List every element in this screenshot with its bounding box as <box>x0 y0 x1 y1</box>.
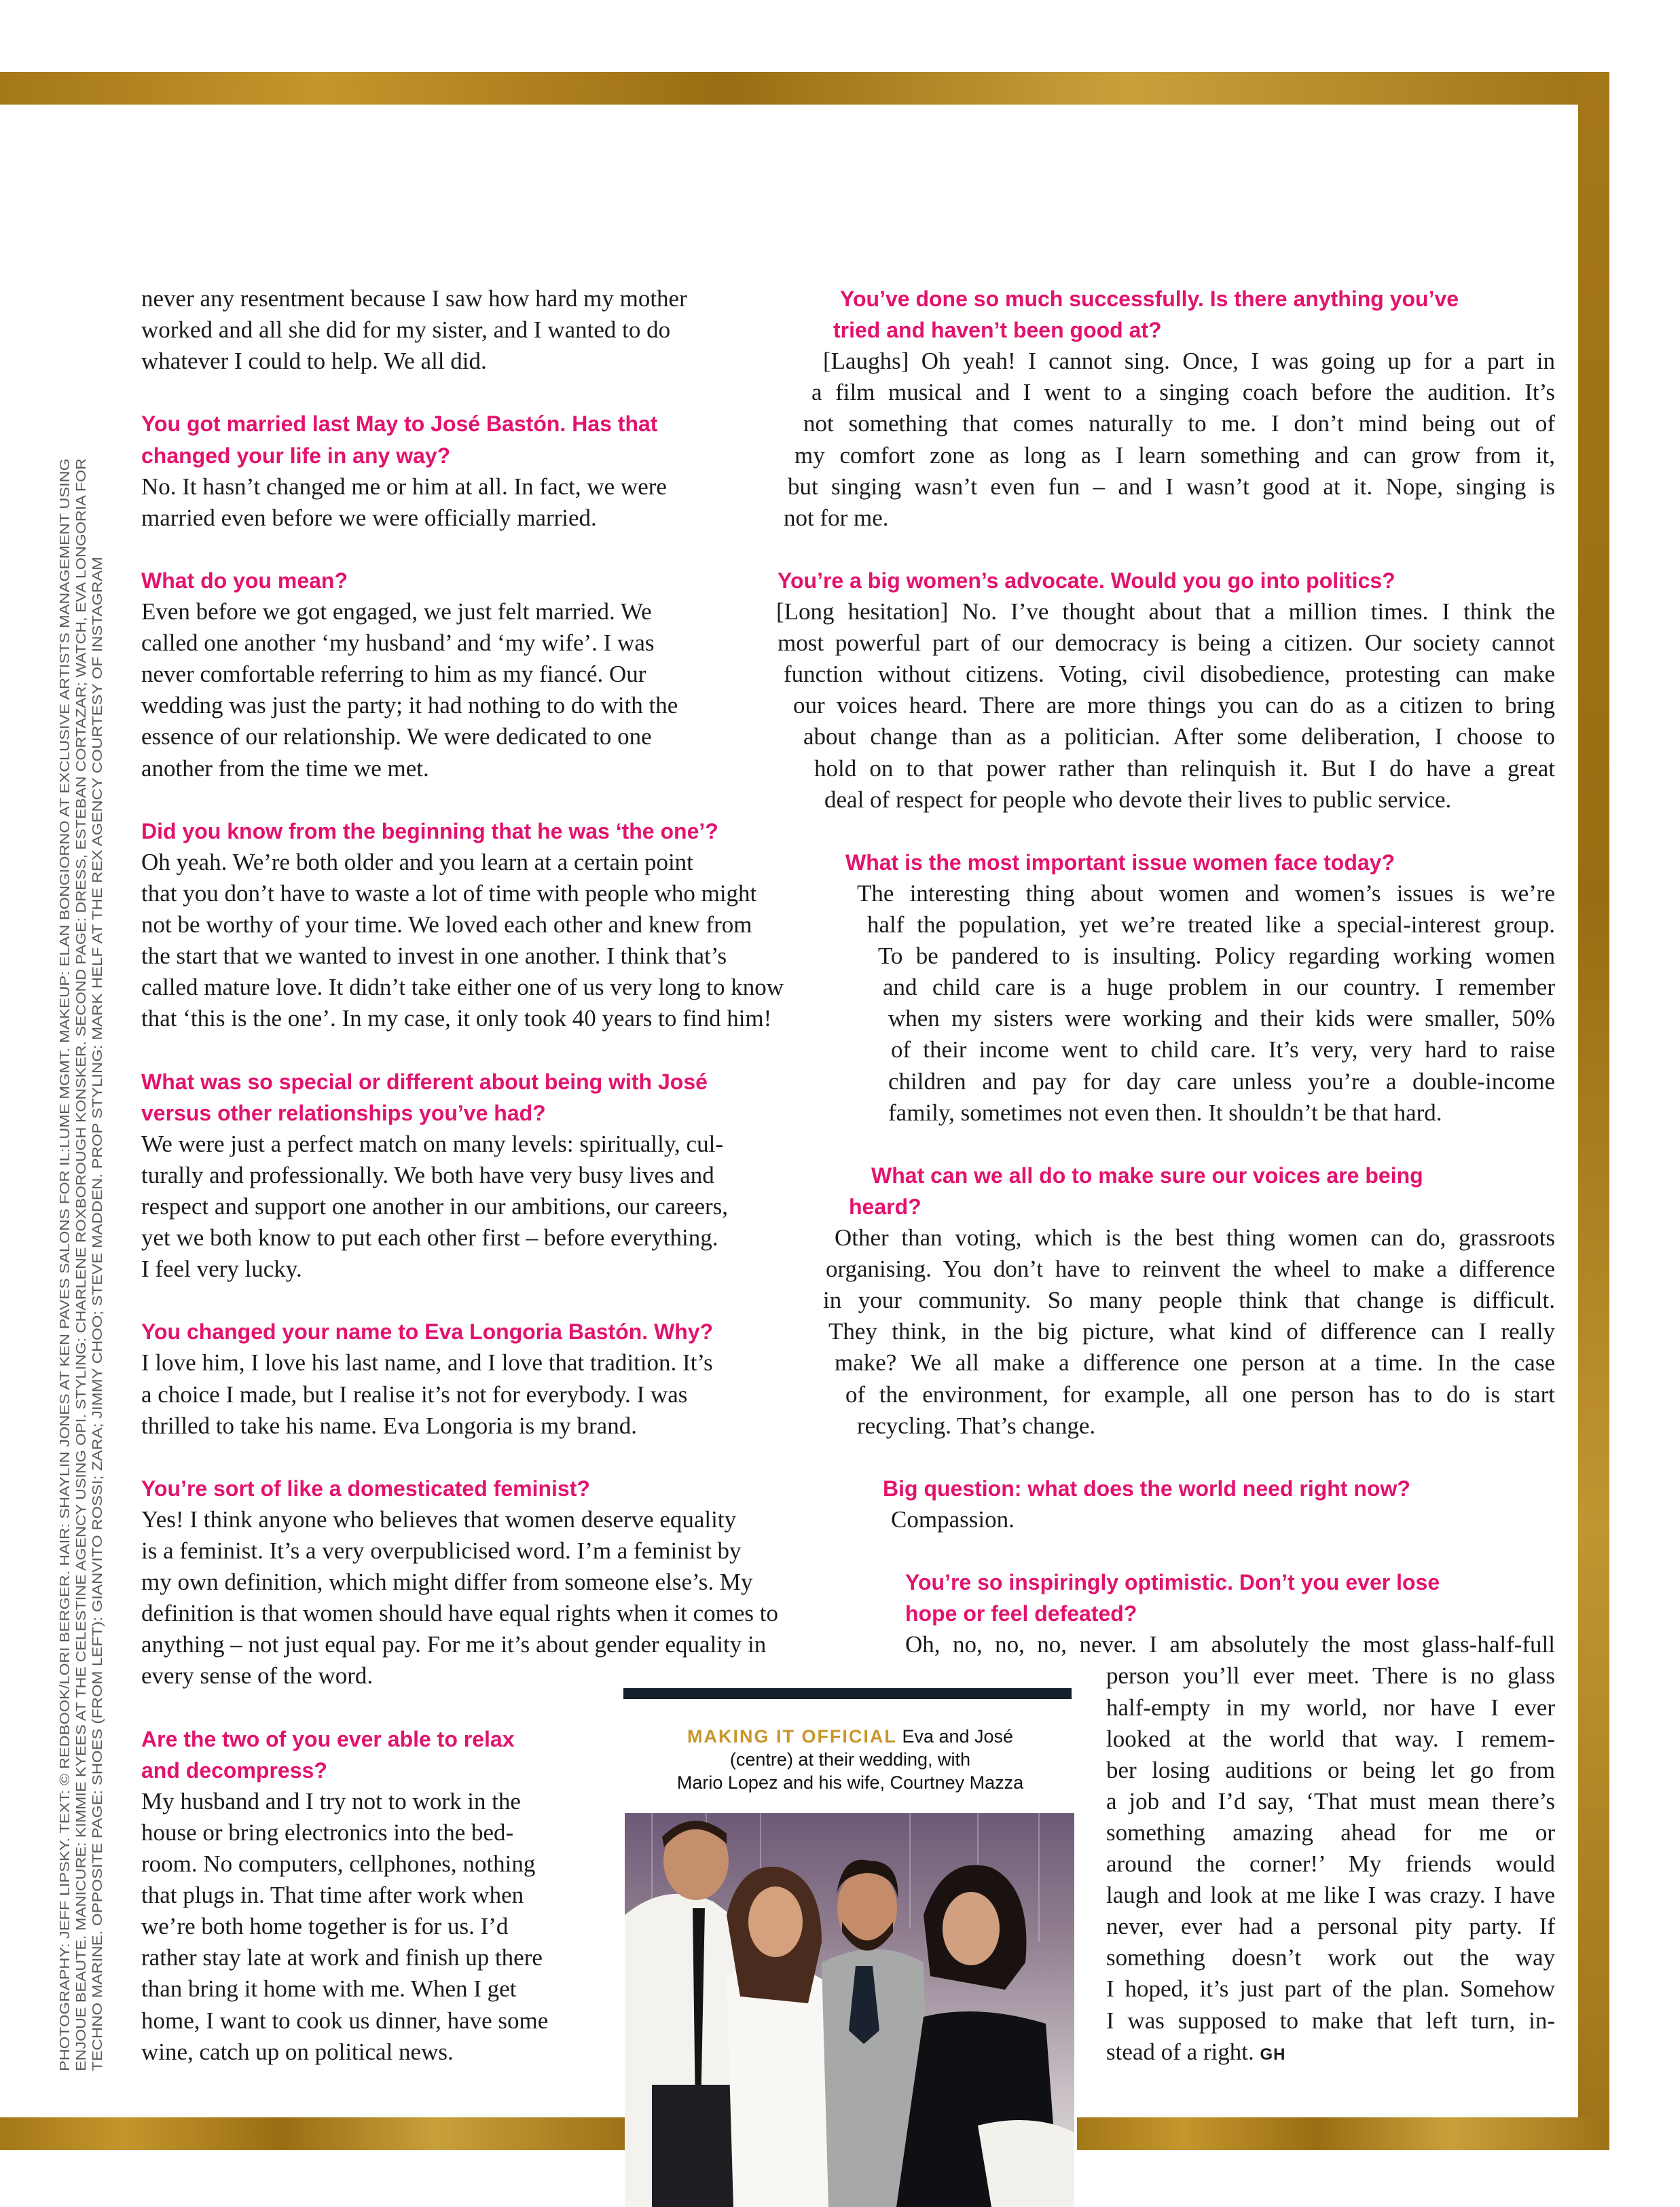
line-text: respect and support one another in our ambitions, our careers, <box>141 1192 729 1220</box>
line-text: anything – not just equal pay. For me it’s about gender equality in <box>141 1631 767 1658</box>
answer-line <box>845 1379 1555 1410</box>
line-text: thrilled to take his name. Eva Longoria is my brand. <box>141 1412 637 1439</box>
line-text: [Laughs] Oh yeah! I cannot sing. Once, I was going up for a part in <box>823 348 1555 375</box>
line-text: every sense of the word. <box>141 1662 373 1690</box>
answer-line <box>1106 1660 1555 1692</box>
gold-frame-top <box>0 72 1609 105</box>
line-text: rather stay late at work and finish up there <box>141 1944 543 1971</box>
line-text: called one another ‘my husband’ and ‘my wife’. I was <box>141 630 655 657</box>
question-heading <box>845 847 1395 878</box>
line-text: married even before we were officially married. <box>141 504 597 531</box>
answer-line <box>141 659 646 690</box>
line-text: You’ve done so much successfully. Is there anything you’ve <box>840 287 1459 311</box>
line-text: and child care is a huge problem in our country. I remember <box>883 974 1555 1001</box>
question-heading <box>905 1567 1440 1598</box>
answer-line <box>888 1003 1555 1034</box>
line-text: Did you know from the beginning that he was ‘the one’? <box>141 818 718 843</box>
answer-line <box>141 753 429 784</box>
question-heading <box>141 1473 590 1504</box>
line-text: whatever I could to help. We all did. <box>141 348 487 375</box>
line-text: and decompress? <box>141 1757 327 1783</box>
question-heading <box>849 1191 921 1222</box>
line-text: Even before we got engaged, we just felt married. We <box>141 598 652 625</box>
answer-line <box>795 440 1555 471</box>
line-text: about change than as a politician. After some deliberation, I choose to <box>803 723 1555 750</box>
line-text: What was so special or different about being with José <box>141 1069 708 1094</box>
answer-line <box>1106 1973 1555 2005</box>
line-text: You’re a big women’s advocate. Would you go into politics? <box>778 568 1395 593</box>
line-text: of their income went to child care. It’s very, very hard to raise <box>891 1036 1555 1063</box>
line-text: is a feminist. It’s a very overpublicised word. I’m a feminist by <box>141 1537 742 1564</box>
answer-line <box>1106 1942 1555 1973</box>
question-heading <box>141 408 657 439</box>
line-text: ber losing auditions or being let go from <box>1106 1756 1555 1783</box>
line-text: never comfortable referring to him as my fiancé. Our <box>141 661 646 688</box>
credit-line-3: TECHNO MARINE. OPPOSITE PAGE: SHOES (FROM LEFT): GIANVITO ROSSI; ZARA; JIMMY CHOO; STEVE MADDEN. PROP STYLING: MARK HELF AT THE REX AGENCY COURTESY OF INSTAGRAM <box>90 804 105 2071</box>
line-text: Big question: what does the world need right now? <box>883 1476 1410 1501</box>
question-heading <box>778 565 1395 596</box>
wedding-photo <box>625 1813 1074 2207</box>
answer-line <box>835 1222 1555 1254</box>
line-text: What can we all do to make sure our voices are being <box>871 1163 1423 1188</box>
caption-line-3: Mario Lopez and his wife, Courtney Mazza <box>676 1772 1024 1793</box>
caption-kicker: MAKING IT OFFICIAL <box>687 1726 897 1747</box>
line-text: We were just a perfect match on many levels: spiritually, cul- <box>141 1130 723 1157</box>
question-heading <box>141 565 348 596</box>
answer-line <box>141 1848 535 1880</box>
answer-line <box>1106 2005 1555 2037</box>
line-text: wine, catch up on political news. <box>141 2038 454 2065</box>
answer-line <box>141 1598 778 1629</box>
question-heading <box>141 816 718 847</box>
credit-line-1: PHOTOGRAPHY: JEFF LIPSKY. TEXT: © REDBOOK/LORI BERGER. HAIR: SHAYLIN JONES AT KEN PAVES SALONS FOR IL:LUME MGMT. MAKEUP: ELAN BONGIORNO AT EXCLUSIVE ARTISTS MANAGEMENT USING <box>58 704 73 2071</box>
line-text: my own definition, which might differ from someone else’s. My <box>141 1569 753 1596</box>
caption-line-1: Eva and José <box>902 1726 1014 1747</box>
line-text: definition is that women should have equal rights when it comes to <box>141 1600 779 1627</box>
line-text: home, I want to cook us dinner, have some <box>141 2007 549 2034</box>
answer-line <box>883 972 1555 1003</box>
line-text: Are the two of you ever able to relax <box>141 1726 515 1751</box>
line-text: not something that comes naturally to me. I don’t mind being out of <box>803 410 1555 437</box>
answer-line <box>141 1191 728 1222</box>
line-text: we’re both home together is for us. I’d <box>141 1913 509 1940</box>
answer-line <box>141 972 784 1003</box>
line-text: my comfort zone as long as I learn something and can grow from it, <box>795 441 1555 469</box>
line-text: Other than voting, which is the best thing women can do, grassroots <box>835 1224 1555 1251</box>
question-heading <box>141 1755 327 1786</box>
answer-line <box>141 1911 508 1942</box>
line-text: but singing wasn’t even fun – and I wasn’t good at it. Nope, singing is <box>788 473 1555 500</box>
answer-line <box>141 1222 718 1254</box>
line-text: half the population, yet we’re treated like a special-interest group. <box>867 911 1555 938</box>
answer-line <box>857 1410 1095 1442</box>
question-heading <box>833 314 1162 346</box>
line-text: changed your life in any way? <box>141 443 451 468</box>
line-text: around the corner!’ My friends would <box>1106 1850 1555 1877</box>
answer-line <box>141 2005 548 2037</box>
line-text: hold on to that power rather than relinquish it. But I do have a great <box>814 754 1555 782</box>
line-text: You’re sort of like a domesticated feminist? <box>141 1476 590 1501</box>
line-text: function without citizens. Voting, civil disobedience, protesting can make <box>784 661 1555 688</box>
line-text: of the environment, for example, all one person has to do is start <box>845 1381 1555 1408</box>
answer-line <box>1106 1848 1555 1880</box>
answer-line <box>905 1629 1555 1660</box>
line-text: in your community. So many people think that change is difficult. <box>823 1287 1555 1314</box>
answer-line <box>888 1066 1555 1097</box>
line-text: My husband and I try not to work in the <box>141 1787 521 1814</box>
answer-line <box>823 1285 1555 1316</box>
answer-line <box>141 1129 723 1160</box>
line-text: not for me. <box>784 504 889 531</box>
photo-caption <box>623 1725 1077 1748</box>
answer-line <box>141 1880 524 1911</box>
answer-line <box>141 847 693 878</box>
answer-line <box>778 627 1555 659</box>
answer-line <box>141 1347 713 1379</box>
caption-line-2: (centre) at their wedding, with <box>729 1749 971 1770</box>
question-heading <box>141 1097 546 1129</box>
answer-line <box>141 1786 521 1817</box>
answer-line <box>793 690 1555 721</box>
answer-line <box>141 1003 771 1034</box>
line-text: half-empty in my world, nor have I ever <box>1106 1694 1555 1721</box>
question-heading <box>840 283 1459 314</box>
line-text: tried and haven’t been good at? <box>833 318 1162 343</box>
line-text: our voices heard. There are more things you can do as a citizen to bring <box>793 692 1555 719</box>
question-heading <box>141 1066 708 1097</box>
answer-line <box>1106 1755 1555 1786</box>
question-heading <box>905 1598 1137 1629</box>
line-text: that plugs in. That time after work when <box>141 1882 524 1909</box>
end-mark: GH <box>1260 2045 1286 2064</box>
answer-line <box>803 721 1555 752</box>
line-text: What do you mean? <box>141 568 348 593</box>
line-text: They think, in the big picture, what kind of difference can I really <box>828 1318 1555 1345</box>
line-text: that ‘this is the one’. In my case, it only took 40 years to find him! <box>141 1005 772 1032</box>
answer-line <box>141 721 652 752</box>
answer-line <box>891 1504 1015 1535</box>
line-text: turally and professionally. We both have very busy lives and <box>141 1161 714 1188</box>
answer-line <box>1106 1786 1555 1817</box>
line-text: a choice I made, but I realise it’s not for everybody. I was <box>141 1381 688 1408</box>
line-text: worked and all she did for my sister, and I wanted to do <box>141 316 671 344</box>
line-text: that you don’t have to waste a lot of time with people who might <box>141 879 757 907</box>
answer-line <box>784 659 1555 690</box>
line-text: a job and I’d say, ‘That must mean there’s <box>1106 1787 1555 1814</box>
answer-line <box>141 1379 687 1410</box>
gold-frame-bottom-left <box>0 2117 625 2150</box>
answer-line <box>141 596 652 627</box>
answer-line <box>1106 1692 1555 1723</box>
answer-line <box>141 1660 373 1692</box>
answer-line <box>857 878 1555 909</box>
answer-line <box>828 1316 1555 1347</box>
line-text: organising. You don’t have to reinvent the wheel to make a difference <box>826 1256 1555 1283</box>
question-heading <box>141 440 450 471</box>
line-text: hope or feel defeated? <box>905 1601 1137 1626</box>
line-text: children and pay for day care unless you’re a double-income <box>888 1068 1555 1095</box>
line-text: the start that we wanted to invest in one another. I think that’s <box>141 943 727 970</box>
line-text: never any resentment because I saw how hard my mother <box>141 285 687 312</box>
line-text: I love him, I love his last name, and I love that tradition. It’s <box>141 1349 713 1376</box>
line-text: To be pandered to is insulting. Policy regarding working women <box>878 943 1555 970</box>
answer-line <box>835 1347 1555 1379</box>
line-text: looked at the world that way. I remem- <box>1106 1725 1555 1752</box>
line-text: not be worthy of your time. We loved each other and knew from <box>141 911 752 938</box>
answer-line <box>141 1629 766 1660</box>
answer-line <box>141 283 687 314</box>
line-text: person you’ll ever meet. There is no glass <box>1106 1662 1555 1690</box>
question-heading <box>141 1723 514 1755</box>
answer-line <box>814 753 1555 784</box>
line-text: [Long hesitation] No. I’ve thought about that a million times. I think the <box>776 598 1555 625</box>
answer-line <box>1106 1723 1555 1755</box>
line-text: No. It hasn’t changed me or him at all. In fact, we were <box>141 473 667 500</box>
photo-credits <box>54 435 109 2078</box>
line-text: make? We all make a difference one person at a time. In the case <box>835 1349 1555 1376</box>
answer-line <box>141 503 597 534</box>
line-text: most powerful part of our democracy is being a citizen. Our society cannot <box>778 630 1555 657</box>
answer-line <box>867 909 1555 941</box>
line-text: Compassion. <box>891 1506 1015 1533</box>
answer-line <box>888 1097 1442 1129</box>
credit-line-2: ENJOUE BEAUTE. MANICURE: KIMMIE KYEES AT THE CELESTINE AGENCY USING OPI. STYLING: CHARLENE ROXBOROUGH KONSKER. SECOND PAGE: DRESS, ESTEBAN CORTAZAR; WATCH, EVA LONGORIA FOR <box>74 685 89 2071</box>
line-text: another from the time we met. <box>141 754 429 782</box>
line-text: yet we both know to put each other first – before everything. <box>141 1224 718 1251</box>
line-text: You’re so inspiringly optimistic. Don’t you ever lose <box>905 1570 1440 1595</box>
answer-line <box>141 1973 516 2005</box>
line-text: when my sisters were working and their kids were smaller, 50% <box>888 1005 1555 1032</box>
line-text: deal of respect for people who devote their lives to public service. <box>824 786 1452 813</box>
line-text: something amazing ahead for me or <box>1106 1819 1555 1846</box>
answer-line <box>141 878 756 909</box>
answer-line <box>891 1034 1555 1065</box>
line-text: never, ever had a personal pity party. If <box>1106 1913 1555 1940</box>
answer-line <box>878 941 1555 972</box>
line-text: What is the most important issue women face today? <box>845 850 1395 875</box>
question-heading <box>883 1473 1410 1504</box>
answer-line <box>1106 1880 1555 1911</box>
answer-line <box>803 408 1555 439</box>
answer-line <box>823 346 1555 377</box>
answer-line <box>824 784 1451 816</box>
answer-line <box>141 1410 637 1442</box>
line-text: a film musical and I went to a singing coach before the audition. It’s <box>811 379 1555 406</box>
caption-rule <box>623 1688 1072 1699</box>
line-text: Yes! I think anyone who believes that women deserve equality <box>141 1506 737 1533</box>
line-text: You got married last May to José Bastón. Has that <box>141 412 658 437</box>
line-text: I hoped, it’s just part of the plan. Somehow <box>1106 1975 1555 2003</box>
line-text: Oh yeah. We’re both older and you learn at a certain point <box>141 848 693 875</box>
line-text: I feel very lucky. <box>141 1256 302 1283</box>
answer-line <box>141 1567 752 1598</box>
line-text: something doesn’t work out the way <box>1106 1944 1555 1971</box>
answer-line <box>141 690 678 721</box>
answer-line <box>1106 1911 1555 1942</box>
line-text: Oh, no, no, no, never. I am absolutely the most glass-half-full <box>905 1631 1555 1658</box>
answer-line <box>141 1160 714 1191</box>
answer-line <box>1106 2037 1285 2068</box>
gold-frame-bottom-right <box>1077 2117 1609 2150</box>
answer-line <box>141 627 654 659</box>
photo-figure <box>623 1688 1077 2201</box>
line-text: I was supposed to make that left turn, in- <box>1106 2007 1555 2034</box>
answer-line <box>141 471 667 503</box>
answer-line <box>141 941 727 972</box>
question-heading <box>871 1160 1423 1191</box>
answer-line <box>811 377 1555 408</box>
answer-line <box>141 909 752 941</box>
answer-line <box>141 1504 736 1535</box>
answer-line <box>784 503 889 534</box>
answer-line <box>1106 1817 1555 1848</box>
line-text: laugh and look at me like I was crazy. I have <box>1106 1882 1555 1909</box>
line-text: heard? <box>849 1194 921 1219</box>
answer-line <box>776 596 1555 627</box>
line-text: family, sometimes not even then. It shouldn’t be that hard. <box>888 1099 1442 1126</box>
line-text: recycling. That’s change. <box>857 1412 1096 1439</box>
line-text: wedding was just the party; it had nothing to do with the <box>141 692 678 719</box>
answer-line <box>141 2037 454 2068</box>
line-text: stead of a right. <box>1106 2038 1254 2065</box>
line-text: room. No computers, cellphones, nothing <box>141 1850 536 1877</box>
answer-line <box>826 1254 1555 1285</box>
line-text: called mature love. It didn’t take either one of us very long to know <box>141 974 784 1001</box>
line-text: versus other relationships you’ve had? <box>141 1100 546 1125</box>
answer-line <box>788 471 1555 503</box>
answer-line <box>141 314 670 346</box>
answer-line <box>141 1817 513 1848</box>
answer-line <box>141 346 487 377</box>
answer-line <box>141 1535 742 1567</box>
line-text: The interesting thing about women and women’s issues is we’re <box>857 879 1555 907</box>
line-text: than bring it home with me. When I get <box>141 1975 517 2003</box>
answer-line <box>141 1942 543 1973</box>
line-text: house or bring electronics into the bed- <box>141 1819 514 1846</box>
question-heading <box>141 1316 713 1347</box>
answer-line <box>141 1254 302 1285</box>
line-text: You changed your name to Eva Longoria Bastón. Why? <box>141 1319 714 1345</box>
gold-frame-right <box>1578 72 1609 2150</box>
line-text: essence of our relationship. We were dedicated to one <box>141 723 652 750</box>
